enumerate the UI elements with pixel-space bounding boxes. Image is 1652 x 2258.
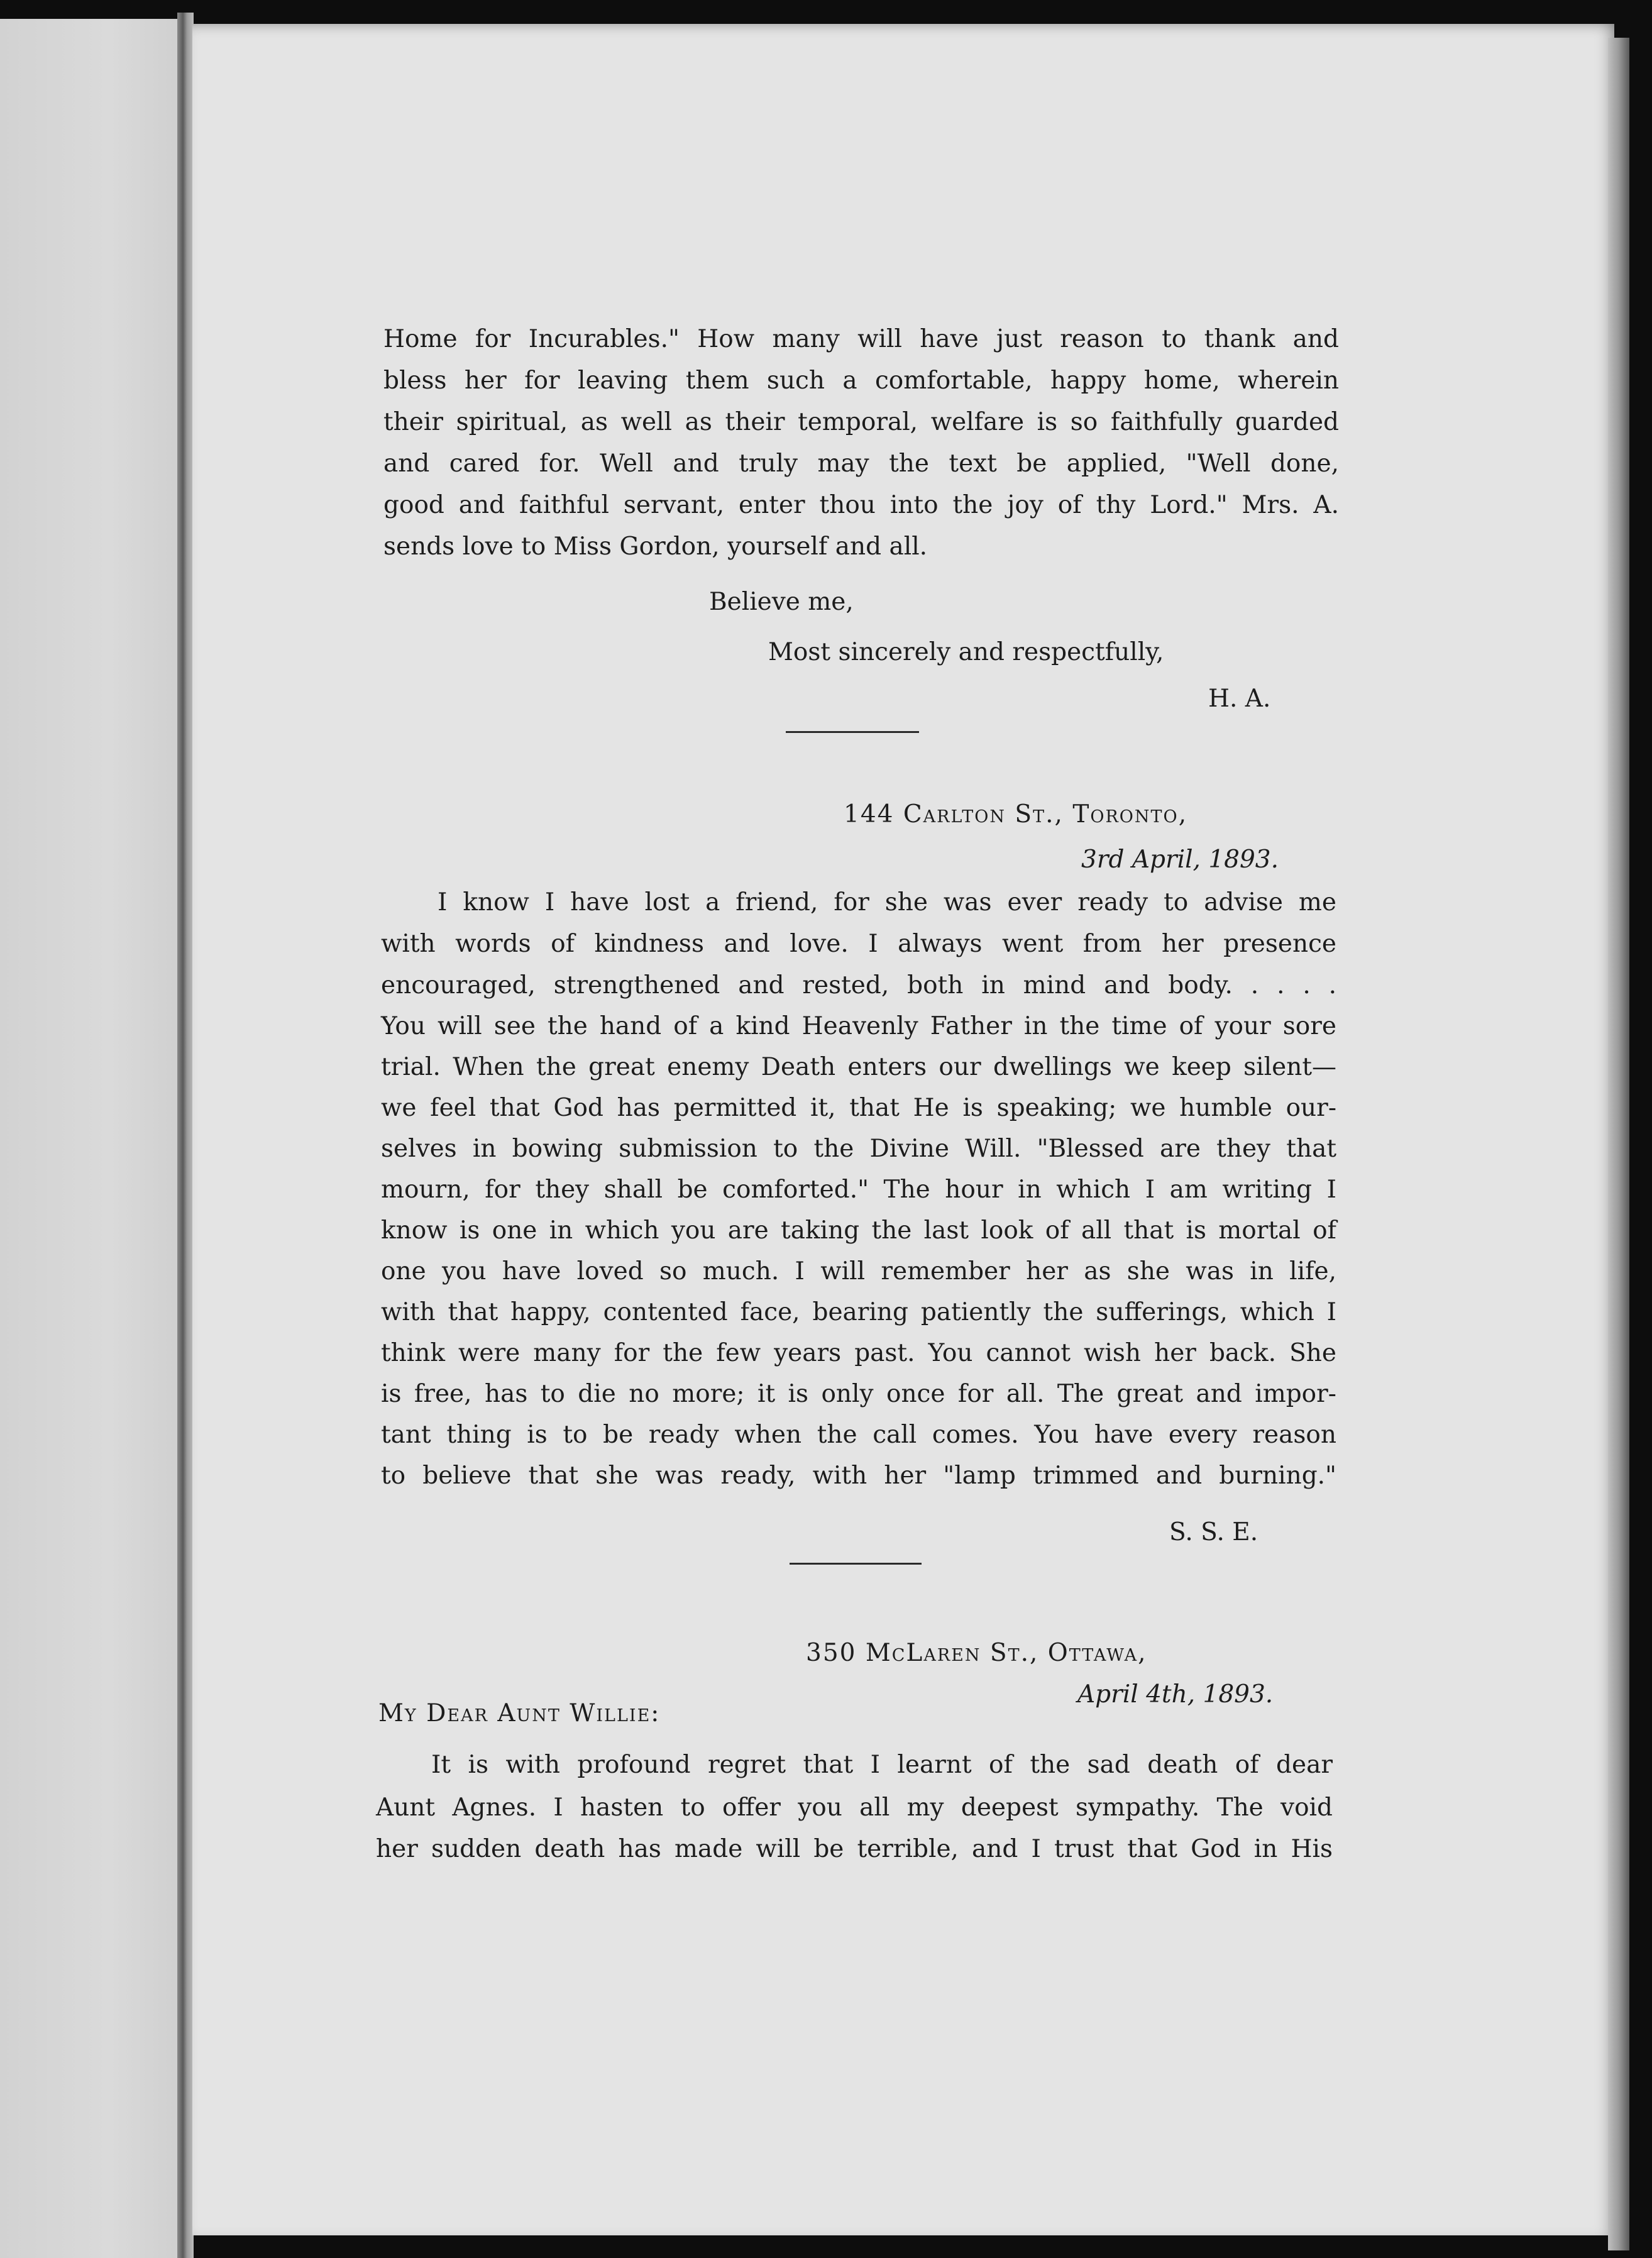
text-line: It is with profound regret that I learnt of the sad death of dear	[431, 1751, 1333, 1779]
text-line: trial. When the great enemy Death enters our dwellings we keep silent—	[381, 1053, 1336, 1081]
text-line: mourn, for they shall be comforted." The hour in which I am writing I	[381, 1176, 1336, 1204]
letter-address: 350 McLaren St., Ottawa,	[806, 1639, 1147, 1667]
page-right-edge	[1608, 38, 1629, 2250]
text-line: Aunt Agnes. I hasten to offer you all my deepest sympathy. The void	[376, 1793, 1333, 1822]
text-line: I know I have lost a friend, for she was ever ready to advise me	[438, 888, 1336, 917]
book-gutter	[177, 13, 194, 2258]
signature: H. A.	[1208, 685, 1271, 713]
text-line: encouraged, strengthened and rested, both in mind and body. . . . .	[381, 971, 1336, 1000]
text-line: is free, has to die no more; it is only once for all. The great and impor-	[381, 1380, 1336, 1408]
text-line: think were many for the few years past. You cannot wish her back. She	[381, 1339, 1336, 1367]
section-divider	[790, 1563, 922, 1565]
section-divider	[786, 731, 919, 733]
text-line: selves in bowing submission to the Divine Will. "Blessed are they that	[381, 1135, 1336, 1163]
letter-date: 3rd April, 1893.	[1081, 845, 1279, 874]
text-line: sends love to Miss Gordon, yourself and all.	[383, 532, 928, 561]
letter-address: 144 Carlton St., Toronto,	[844, 800, 1188, 829]
text-line: their spiritual, as well as their temporal, welfare is so faithfully guarded	[383, 408, 1339, 436]
text-line: with that happy, contented face, bearing patiently the sufferings, which I	[381, 1298, 1336, 1326]
letter-date: April 4th, 1893.	[1077, 1680, 1274, 1709]
salutation: My Dear Aunt Willie:	[378, 1699, 661, 1727]
text-line: we feel that God has permitted it, that He is speaking; we humble our-	[381, 1094, 1336, 1122]
text-line: with words of kindness and love. I always went from her presence	[381, 930, 1336, 958]
text-line: to believe that she was ready, with her "lamp trimmed and burning."	[381, 1462, 1336, 1490]
valediction-line: Believe me,	[709, 588, 854, 616]
text-line: know is one in which you are taking the last look of all that is mortal of	[381, 1216, 1336, 1245]
text-line: tant thing is to be ready when the call comes. You have every reason	[381, 1421, 1336, 1449]
text-line: her sudden death has made will be terrible, and I trust that God in His	[376, 1835, 1333, 1863]
text-line: You will see the hand of a kind Heavenly Father in the time of your sore	[381, 1012, 1336, 1040]
text-line: one you have loved so much. I will remember her as she was in life,	[381, 1257, 1336, 1286]
valediction-line: Most sincerely and respectfully,	[768, 638, 1164, 666]
page-sheet	[192, 24, 1614, 2235]
facing-page-edge	[0, 19, 182, 2258]
text-line: Home for Incurables." How many will have just reason to thank and	[383, 325, 1339, 353]
text-line: good and faithful servant, enter thou into the joy of thy Lord." Mrs. A.	[383, 491, 1339, 519]
text-line: bless her for leaving them such a comfortable, happy home, wherein	[383, 366, 1339, 395]
text-line: and cared for. Well and truly may the text be applied, "Well done,	[383, 449, 1339, 478]
signature: S. S. E.	[1169, 1518, 1258, 1546]
